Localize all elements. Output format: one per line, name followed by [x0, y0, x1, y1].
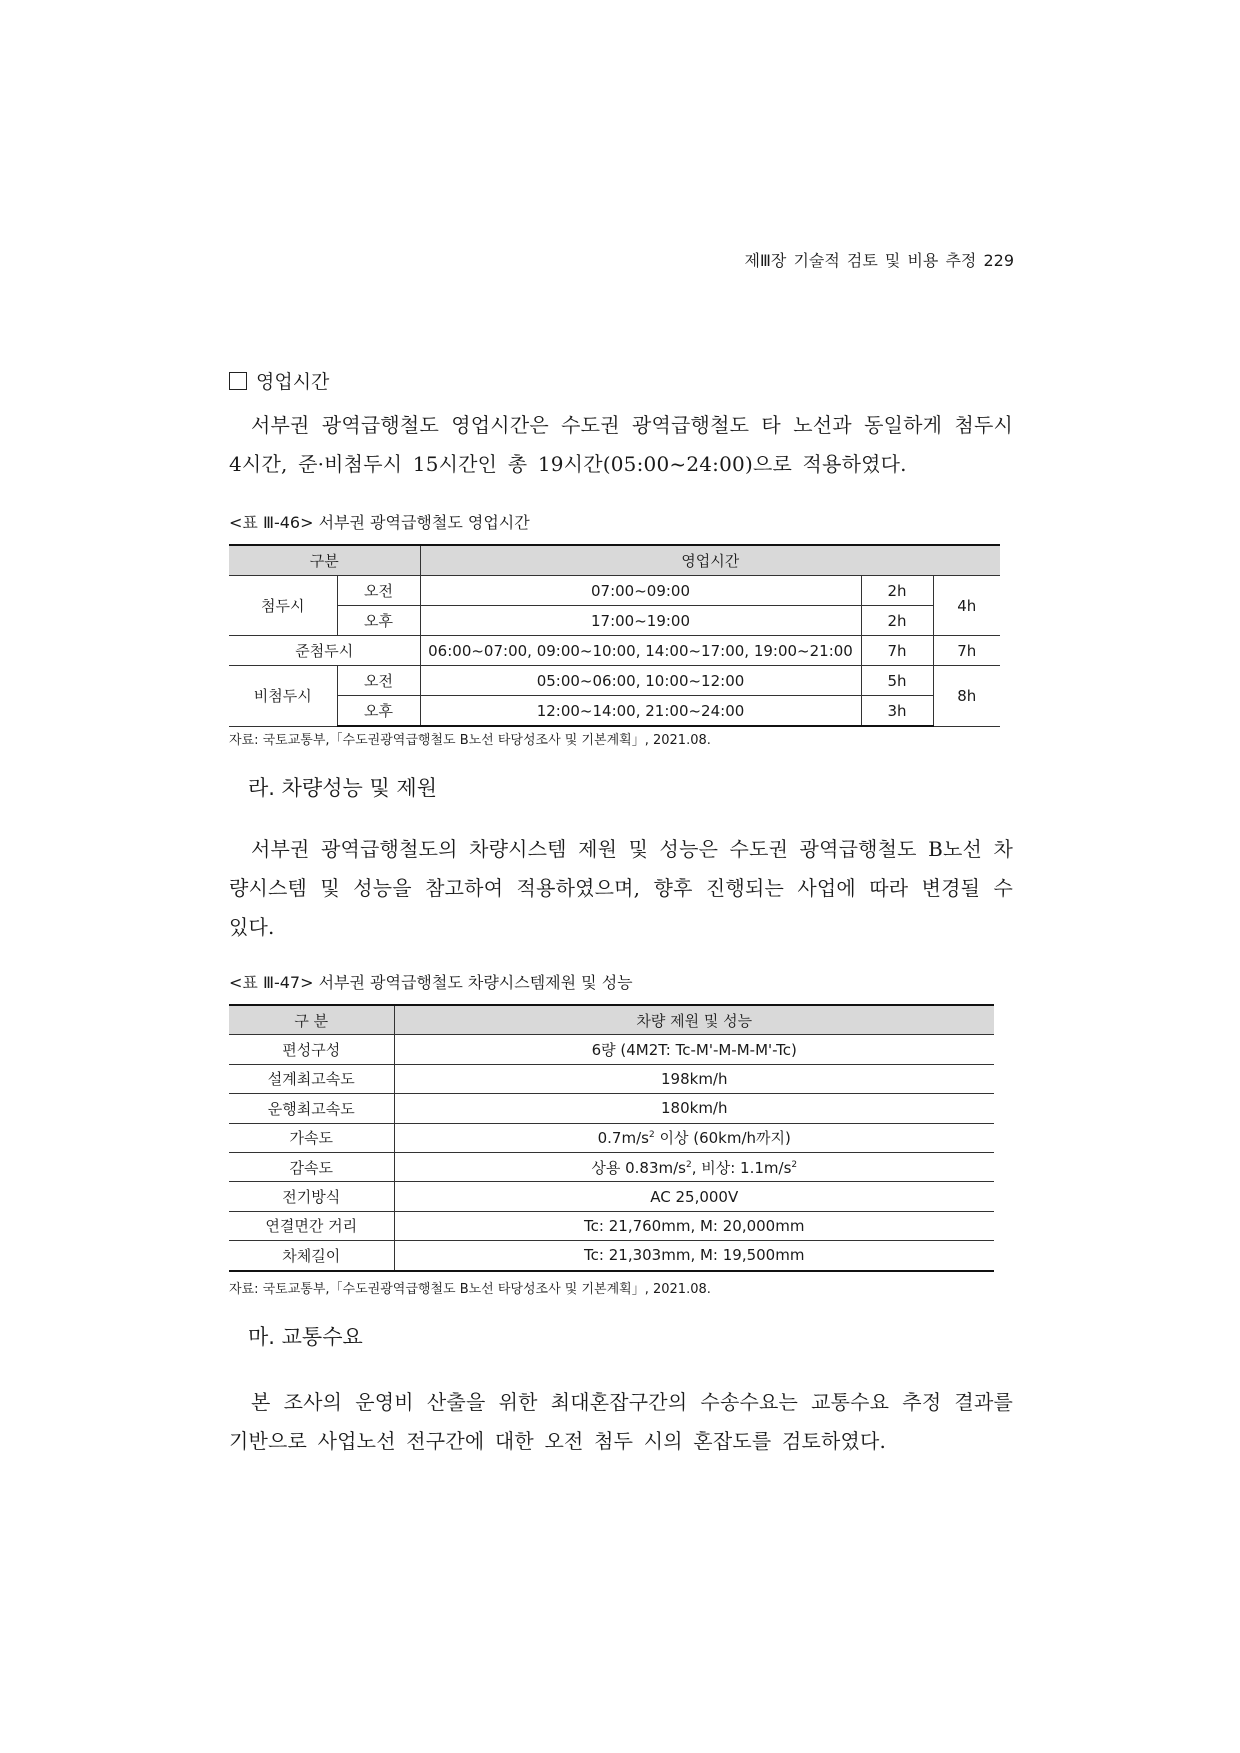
spec-value: [394, 1123, 994, 1152]
table-row: [229, 1064, 994, 1093]
superscript: 2: [791, 1159, 798, 1170]
table-caption-operating-hours: <표 Ⅲ-46> 서부권 광역급행철도 영업시간: [229, 513, 530, 532]
paragraph-operating-hours: 서부권 광역급행철도 영업시간은 수도권 광역급행철도 타 노선과 동일하게 첨두시 4시간, 준·비첨두시 15시간인 총 19시간(05:00~24:00)으로 적용하였다.: [229, 413, 1013, 476]
sub-label: 오후: [337, 606, 420, 636]
sub-label: 오전: [337, 576, 420, 606]
table-row: [229, 1094, 994, 1123]
total-duration: 4h: [933, 576, 1000, 636]
spec-label: 설계최고속도: [229, 1064, 394, 1093]
spec-label: 연결면간 거리: [229, 1211, 394, 1240]
spec-value: Tc: 21,760mm, M: 20,000mm: [394, 1211, 994, 1240]
vehicle-spec-table: [229, 1004, 994, 1272]
row-label-peak: 첨두시: [229, 576, 337, 636]
checkbox-icon: [229, 372, 247, 390]
sub-label: 오후: [337, 696, 420, 727]
time-range: 12:00~14:00, 21:00~24:00: [420, 696, 861, 727]
row-label-semi-peak: 준첨두시: [229, 636, 420, 666]
table-source-note: 자료: 국토교통부,「수도권광역급행철도 B노선 타당성조사 및 기본계획」, 2021.08.: [229, 1282, 711, 1297]
section-heading: [229, 367, 329, 394]
table-row: [229, 606, 1000, 636]
duration: 3h: [861, 696, 933, 727]
duration: 7h: [861, 636, 933, 666]
spec-value: 198km/h: [394, 1064, 994, 1093]
duration: 2h: [861, 606, 933, 636]
value-part: 상용 0.83m/s: [591, 1158, 686, 1177]
spec-value: Tc: 21,303mm, M: 19,500mm: [394, 1241, 994, 1271]
table-source-note: 자료: 국토교통부,「수도권광역급행철도 B노선 타당성조사 및 기본계획」, 2021.08.: [229, 733, 711, 748]
spec-label: 전기방식: [229, 1182, 394, 1211]
value-part: , 비상: 1.1m/s: [691, 1158, 792, 1177]
table-row: [229, 1182, 994, 1211]
time-range: 06:00~07:00, 09:00~10:00, 14:00~17:00, 19:00~21:00: [420, 636, 861, 666]
table-row: [229, 1241, 994, 1271]
table-row: [229, 1123, 994, 1152]
time-range: 07:00~09:00: [420, 576, 861, 606]
running-header: 제Ⅲ장 기술적 검토 및 비용 추정 229: [744, 251, 1014, 270]
table-row: [229, 636, 1000, 666]
spec-label: 편성구성: [229, 1035, 394, 1064]
table-row: [229, 1152, 994, 1181]
row-label-off-peak: 비첨두시: [229, 666, 337, 727]
spec-label: 운행최고속도: [229, 1094, 394, 1123]
table-row: [229, 696, 1000, 727]
header-operating-hours: 영업시간: [420, 545, 1000, 576]
header-division: 구 분: [229, 1005, 394, 1035]
subheading-vehicle-performance: 라. 차량성능 및 제원: [248, 776, 437, 800]
duration: 5h: [861, 666, 933, 696]
duration: 2h: [861, 576, 933, 606]
paragraph-vehicle-system: 서부권 광역급행철도의 차량시스템 제원 및 성능은 수도권 광역급행철도 B노선 차량시스템 및 성능을 참고하여 적용하였으며, 향후 진행되는 사업에 따라 변경될 수 있다.: [229, 837, 1013, 939]
table-header-row: [229, 1005, 994, 1035]
sub-label: 오전: [337, 666, 420, 696]
table-header-row: [229, 545, 1000, 576]
section-title: 영업시간: [256, 371, 330, 393]
subheading-traffic-demand: 마. 교통수요: [248, 1325, 363, 1349]
time-range: 05:00~06:00, 10:00~12:00: [420, 666, 861, 696]
total-duration: 7h: [933, 636, 1000, 666]
header-spec: 차량 제원 및 성능: [394, 1005, 994, 1035]
time-range: 17:00~19:00: [420, 606, 861, 636]
paragraph-traffic-demand: 본 조사의 운영비 산출을 위한 최대혼잡구간의 수송수요는 교통수요 추정 결과를 기반으로 사업노선 전구간에 대한 오전 첨두 시의 혼잡도를 검토하였다.: [229, 1390, 1013, 1453]
operating-hours-table: [229, 544, 1000, 727]
superscript: 2: [685, 1159, 692, 1170]
value-part: 이상 (60km/h까지): [654, 1129, 791, 1148]
spec-label: 감속도: [229, 1152, 394, 1181]
table-row: [229, 576, 1000, 606]
table-row: [229, 666, 1000, 696]
spec-value: 6량 (4M2T: Tc-M'-M-M-M'-Tc): [394, 1035, 994, 1064]
table-row: [229, 1035, 994, 1064]
table-row: [229, 1211, 994, 1240]
header-division: 구분: [229, 545, 420, 576]
total-duration: 8h: [933, 666, 1000, 727]
table-caption-vehicle-spec: <표 Ⅲ-47> 서부권 광역급행철도 차량시스템제원 및 성능: [229, 973, 633, 992]
spec-value: AC 25,000V: [394, 1182, 994, 1211]
superscript: 2: [648, 1130, 655, 1141]
spec-label: 가속도: [229, 1123, 394, 1152]
spec-label: 차체길이: [229, 1241, 394, 1271]
value-part: 0.7m/s: [597, 1129, 649, 1148]
spec-value: 180km/h: [394, 1094, 994, 1123]
spec-value: [394, 1152, 994, 1181]
